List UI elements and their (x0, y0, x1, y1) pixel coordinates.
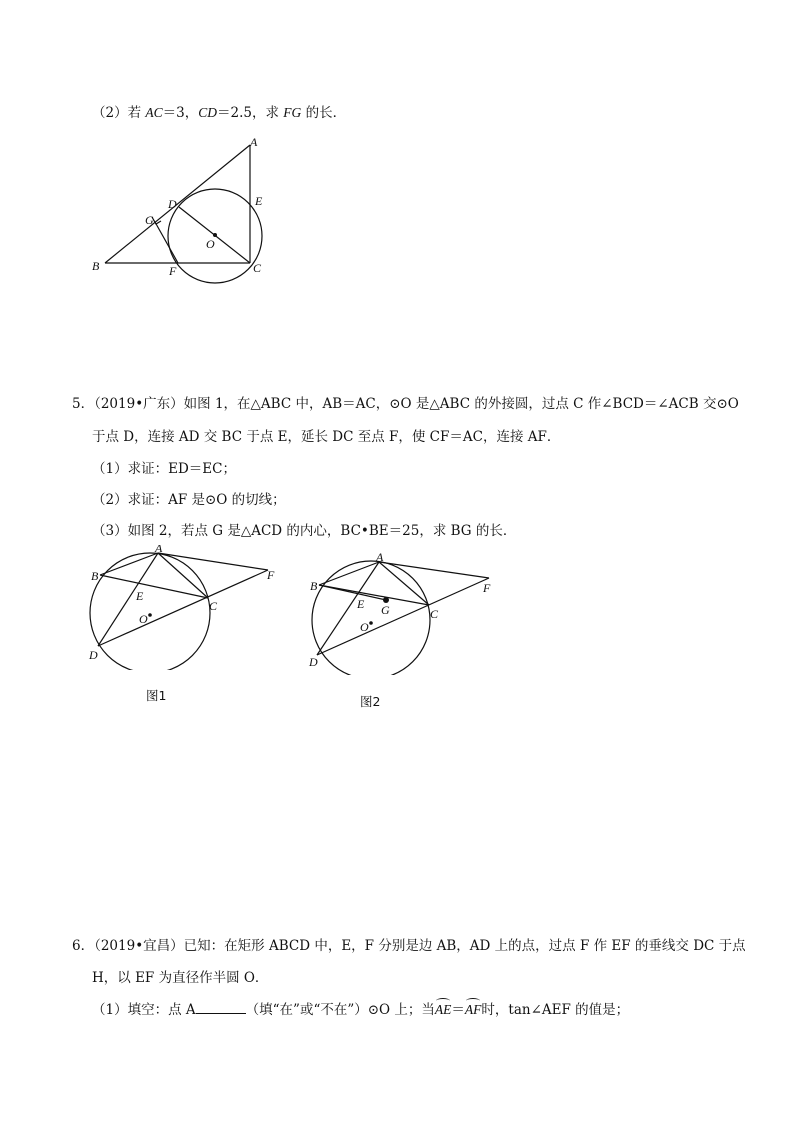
arc-af: AF (464, 1002, 482, 1017)
q6-line1: 6．（2019•宜昌）已知：在矩形 ABCD 中，E，F 分别是边 AB，AD 上的点，过点 F 作 EF 的垂线交 DC 于点 (72, 938, 746, 954)
figure-1-caption: 图1 (146, 688, 167, 703)
figure-q5-2 (305, 550, 500, 675)
label-e: E (255, 194, 263, 208)
label-b-fig1: B (91, 569, 99, 583)
label-a-fig2: A (376, 550, 384, 564)
q5-line1: 5．（2019•广东）如图 1，在△ABC 中，AB＝AC，⊙O 是△ABC 的外接圆，过点 C 作∠BCD＝∠ACB 交⊙O (72, 396, 739, 412)
label-c: C (253, 261, 262, 275)
figure-q4-svg (88, 135, 288, 285)
label-f-fig1: F (267, 568, 275, 582)
label-a-fig1: A (155, 545, 163, 555)
q5-part1: （1）求证：ED＝EC； (92, 461, 236, 477)
label-d-fig2: D (309, 655, 318, 669)
figure-q5-2-svg (305, 550, 500, 675)
q5-part3: （3）如图 2，若点 G 是△ACD 的内心，BC•BE＝25，求 BG 的长． (92, 523, 517, 539)
label-c-fig2: C (430, 607, 439, 621)
arc-ae: AE (434, 1002, 452, 1017)
segment-bg-fig2 (319, 585, 386, 600)
q4-part2-text: （2）若 AC＝3，CD＝2.5，求 FG 的长． (92, 105, 347, 121)
label-b-fig2: B (310, 579, 318, 593)
label-d-fig1: D (89, 648, 98, 662)
label-a: A (250, 135, 258, 149)
segment-gf (155, 222, 178, 263)
figure-q5-1 (84, 545, 284, 670)
label-o-fig2: O (360, 620, 369, 634)
circle-o-fig1 (90, 553, 210, 670)
label-o: O (206, 237, 215, 251)
segment-df-fig1 (98, 570, 268, 646)
segment-bc-fig1 (100, 575, 208, 598)
label-g: G (145, 213, 154, 227)
segment-bc-fig2 (319, 585, 429, 605)
figure-q4 (88, 135, 288, 285)
label-f-fig2: F (483, 581, 491, 595)
label-e-fig2: E (357, 597, 365, 611)
q5-part2: （2）求证：AF 是⊙O 的切线； (92, 492, 286, 508)
label-f: F (169, 264, 177, 278)
q6-line2: H，以 EF 为直径作半圆 O． (92, 970, 269, 986)
q5-line2: 于点 D，连接 AD 交 BC 于点 E，延长 DC 至点 F，使 CF＝AC，连接 AF． (92, 429, 561, 445)
label-c-fig1: C (209, 599, 218, 613)
circle-o-fig2 (312, 561, 430, 675)
figure-2-caption: 图2 (360, 694, 381, 709)
label-o-fig1: O (139, 612, 148, 626)
label-g-fig2: G (381, 603, 390, 617)
label-b: B (92, 259, 100, 273)
point-o-fig2 (369, 621, 373, 625)
q6-part1: （1）填空：点 A （填“在”或“不在”）⊙O 上；当AE＝AF时，tan∠AEF 的值是； (92, 1002, 630, 1018)
answer-blank[interactable] (196, 1000, 246, 1014)
point-o-fig1 (148, 613, 152, 617)
figure-q5-1-svg (84, 545, 284, 670)
label-d: D (168, 197, 177, 211)
label-e-fig1: E (136, 589, 144, 603)
